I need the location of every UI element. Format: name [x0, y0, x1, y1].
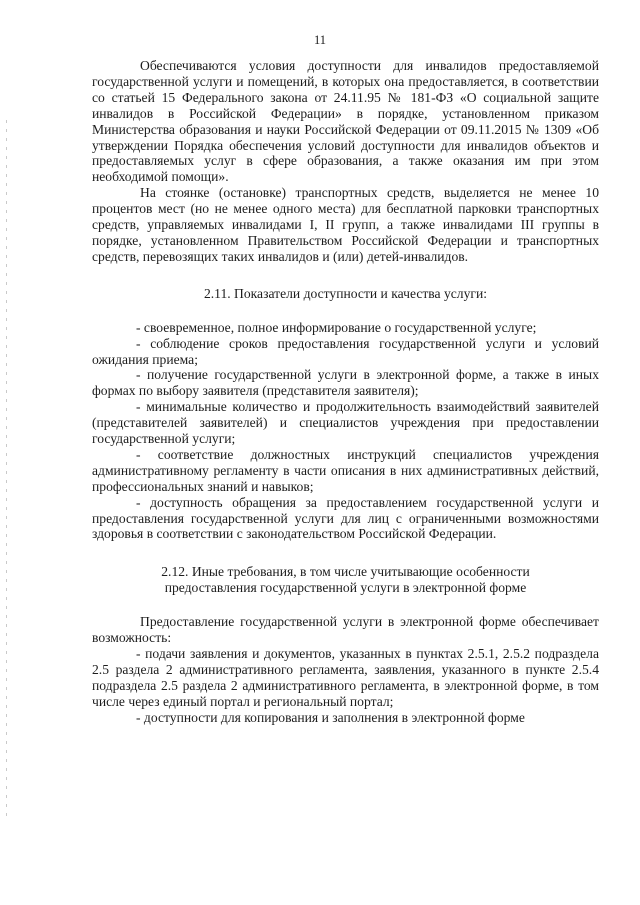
section-2-12-heading	[92, 564, 599, 596]
section-2-11-heading: 2.11. Показатели доступности и качества услуги:	[203, 285, 488, 301]
electronic-form-intro: Предоставление государственной услуги в электронной форме обеспечивает возможность:	[92, 614, 599, 646]
accessibility-paragraph: Обеспечиваются условия доступности для инвалидов предоставляемой государственной услуги и помещений, в которых она предоставляется, в соответствии со статьей 15 Федерального закона от 24.11.95 № 181-ФЗ «О социальной защите инвалидов в Российской Федерации» в порядке, установленном приказом Министерства образования и науки Российской Федерации от 09.11.2015 № 1309 «Об утверждении Порядка обеспечения условий доступности для инвалидов объектов и предоставляемых услуг в сфере образования, а также оказания им при этом необходимой помощи».	[92, 58, 599, 185]
list-item: - соответствие должностных инструкций специалистов учреждения административному регламенту в части описания в них административных действий, профессиональных знаний и навыков;	[92, 446, 599, 494]
section-2-12-heading-line: 2.12. Иные требования, в том числе учитывающие особенности	[161, 564, 530, 580]
section-2-12-heading-line: предоставления государственной услуги в электронной форме	[164, 580, 527, 596]
document-body	[92, 58, 599, 726]
list-item: - доступность обращения за предоставлением государственной услуги и предоставления государственной услуги для лиц с ограниченными возможностями здоровья в соответствии с законодательством Российской Федерации.	[92, 494, 599, 542]
scan-edge-artifact	[6, 120, 7, 820]
page-number: 11	[313, 33, 327, 47]
list-item: - минимальные количество и продолжительность взаимодействий заявителей (представителей заявителей) и специалистов учреждения при предоставлении государственной услуги;	[92, 399, 599, 447]
list-item: - подачи заявления и документов, указанных в пунктах 2.5.1, 2.5.2 подраздела 2.5 раздела 2 административного регламента, заявления, указанного в пункте 2.5.4 подраздела 2.5 раздела 2 административного регламента, в электронной форме, в том числе через единый портал и региональный портал;	[92, 646, 599, 709]
list-item: - соблюдение сроков предоставления государственной услуги и условий ожидания приема;	[92, 335, 599, 367]
list-item: - получение государственной услуги в электронной форме, а также в иных формах по выбору заявителя (представителя заявителя);	[92, 367, 599, 399]
parking-paragraph: На стоянке (остановке) транспортных средств, выделяется не менее 10 процентов мест (но не менее одного места) для бесплатной парковки транспортных средств, управляемых инвалидами I, II групп, а также инвалидами III группы в порядке, установленном Правительством Российской Федерации и транспортных средств, перевозящих таких инвалидов и (или) детей-инвалидов.	[92, 185, 599, 264]
list-item: - своевременное, полное информирование о государственной услуге;	[136, 319, 537, 335]
list-item: - доступности для копирования и заполнения в электронной форме	[136, 709, 525, 725]
